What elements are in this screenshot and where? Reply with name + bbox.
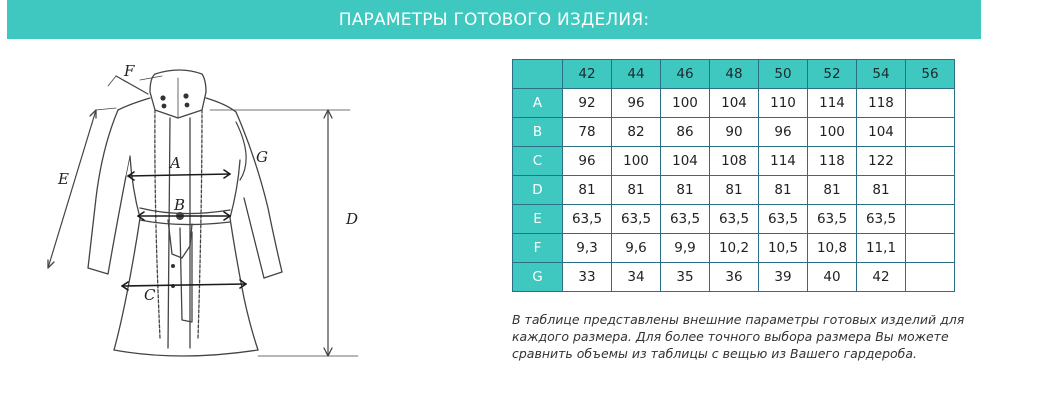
diagram-label-c: C bbox=[144, 286, 156, 304]
table-cell: 104 bbox=[857, 118, 906, 147]
table-cell: 122 bbox=[857, 147, 906, 176]
table-cell bbox=[906, 234, 955, 263]
coat-measurement-diagram bbox=[30, 58, 400, 368]
table-cell: 114 bbox=[759, 147, 808, 176]
table-row bbox=[513, 147, 955, 176]
size-column-header: 44 bbox=[612, 60, 661, 89]
table-row bbox=[513, 205, 955, 234]
size-table-header-row bbox=[513, 60, 955, 89]
table-cell: 92 bbox=[563, 89, 612, 118]
table-cell: 114 bbox=[808, 89, 857, 118]
row-label: E bbox=[513, 205, 563, 234]
table-cell: 81 bbox=[808, 176, 857, 205]
size-column-header: 48 bbox=[710, 60, 759, 89]
table-cell: 81 bbox=[710, 176, 759, 205]
table-cell: 35 bbox=[661, 263, 710, 292]
page-title-banner bbox=[7, 0, 981, 39]
table-cell: 9,3 bbox=[563, 234, 612, 263]
table-cell: 63,5 bbox=[661, 205, 710, 234]
table-cell: 108 bbox=[710, 147, 759, 176]
table-cell: 81 bbox=[563, 176, 612, 205]
row-label: C bbox=[513, 147, 563, 176]
diagram-label-e: E bbox=[58, 170, 69, 188]
table-cell: 9,6 bbox=[612, 234, 661, 263]
table-cell: 63,5 bbox=[563, 205, 612, 234]
row-label: A bbox=[513, 89, 563, 118]
table-cell: 42 bbox=[857, 263, 906, 292]
table-cell: 118 bbox=[808, 147, 857, 176]
table-cell: 81 bbox=[612, 176, 661, 205]
size-column-header: 42 bbox=[563, 60, 612, 89]
size-column-header: 50 bbox=[759, 60, 808, 89]
table-cell: 63,5 bbox=[710, 205, 759, 234]
table-cell: 118 bbox=[857, 89, 906, 118]
table-cell: 10,2 bbox=[710, 234, 759, 263]
table-cell: 10,5 bbox=[759, 234, 808, 263]
table-row bbox=[513, 234, 955, 263]
table-cell: 63,5 bbox=[857, 205, 906, 234]
diagram-label-f: F bbox=[124, 62, 135, 80]
diagram-label-g: G bbox=[256, 148, 268, 166]
table-cell: 34 bbox=[612, 263, 661, 292]
table-cell: 104 bbox=[710, 89, 759, 118]
diagram-label-b: B bbox=[174, 196, 186, 214]
size-column-header: 56 bbox=[906, 60, 955, 89]
table-cell: 81 bbox=[759, 176, 808, 205]
table-cell: 96 bbox=[759, 118, 808, 147]
table-cell: 86 bbox=[661, 118, 710, 147]
table-cell: 10,8 bbox=[808, 234, 857, 263]
row-label: D bbox=[513, 176, 563, 205]
diagram-label-d: D bbox=[346, 210, 359, 228]
row-label: B bbox=[513, 118, 563, 147]
row-label: G bbox=[513, 263, 563, 292]
table-cell: 33 bbox=[563, 263, 612, 292]
size-column-header: 46 bbox=[661, 60, 710, 89]
table-cell: 90 bbox=[710, 118, 759, 147]
table-cell bbox=[906, 118, 955, 147]
table-cell: 100 bbox=[612, 147, 661, 176]
size-table-corner bbox=[513, 60, 563, 89]
table-row bbox=[513, 118, 955, 147]
table-cell bbox=[906, 89, 955, 118]
table-row bbox=[513, 89, 955, 118]
table-cell: 11,1 bbox=[857, 234, 906, 263]
page-title: ПАРАМЕТРЫ ГОТОВОГО ИЗДЕЛИЯ: bbox=[338, 9, 650, 30]
table-cell: 63,5 bbox=[759, 205, 808, 234]
table-cell: 39 bbox=[759, 263, 808, 292]
table-cell: 78 bbox=[563, 118, 612, 147]
table-cell: 81 bbox=[857, 176, 906, 205]
table-cell: 63,5 bbox=[612, 205, 661, 234]
table-cell: 100 bbox=[808, 118, 857, 147]
table-cell bbox=[906, 263, 955, 292]
row-label: F bbox=[513, 234, 563, 263]
table-cell: 82 bbox=[612, 118, 661, 147]
table-cell: 36 bbox=[710, 263, 759, 292]
size-column-header: 52 bbox=[808, 60, 857, 89]
diagram-label-a: A bbox=[170, 154, 181, 172]
table-row bbox=[513, 263, 955, 292]
table-cell bbox=[906, 176, 955, 205]
table-row bbox=[513, 176, 955, 205]
table-cell: 40 bbox=[808, 263, 857, 292]
size-table bbox=[512, 59, 955, 292]
table-cell: 96 bbox=[563, 147, 612, 176]
table-cell bbox=[906, 147, 955, 176]
table-cell: 96 bbox=[612, 89, 661, 118]
table-cell: 63,5 bbox=[808, 205, 857, 234]
size-column-header: 54 bbox=[857, 60, 906, 89]
size-note: В таблице представлены внешние параметры готовых изделий для каждого размера. Для более точного выбора размера Вы можете сравнить объемы из таблицы с вещью из Вашего гардероба. bbox=[512, 312, 965, 361]
table-cell bbox=[906, 205, 955, 234]
table-cell: 81 bbox=[661, 176, 710, 205]
table-cell: 104 bbox=[661, 147, 710, 176]
table-cell: 110 bbox=[759, 89, 808, 118]
table-cell: 100 bbox=[661, 89, 710, 118]
table-cell: 9,9 bbox=[661, 234, 710, 263]
